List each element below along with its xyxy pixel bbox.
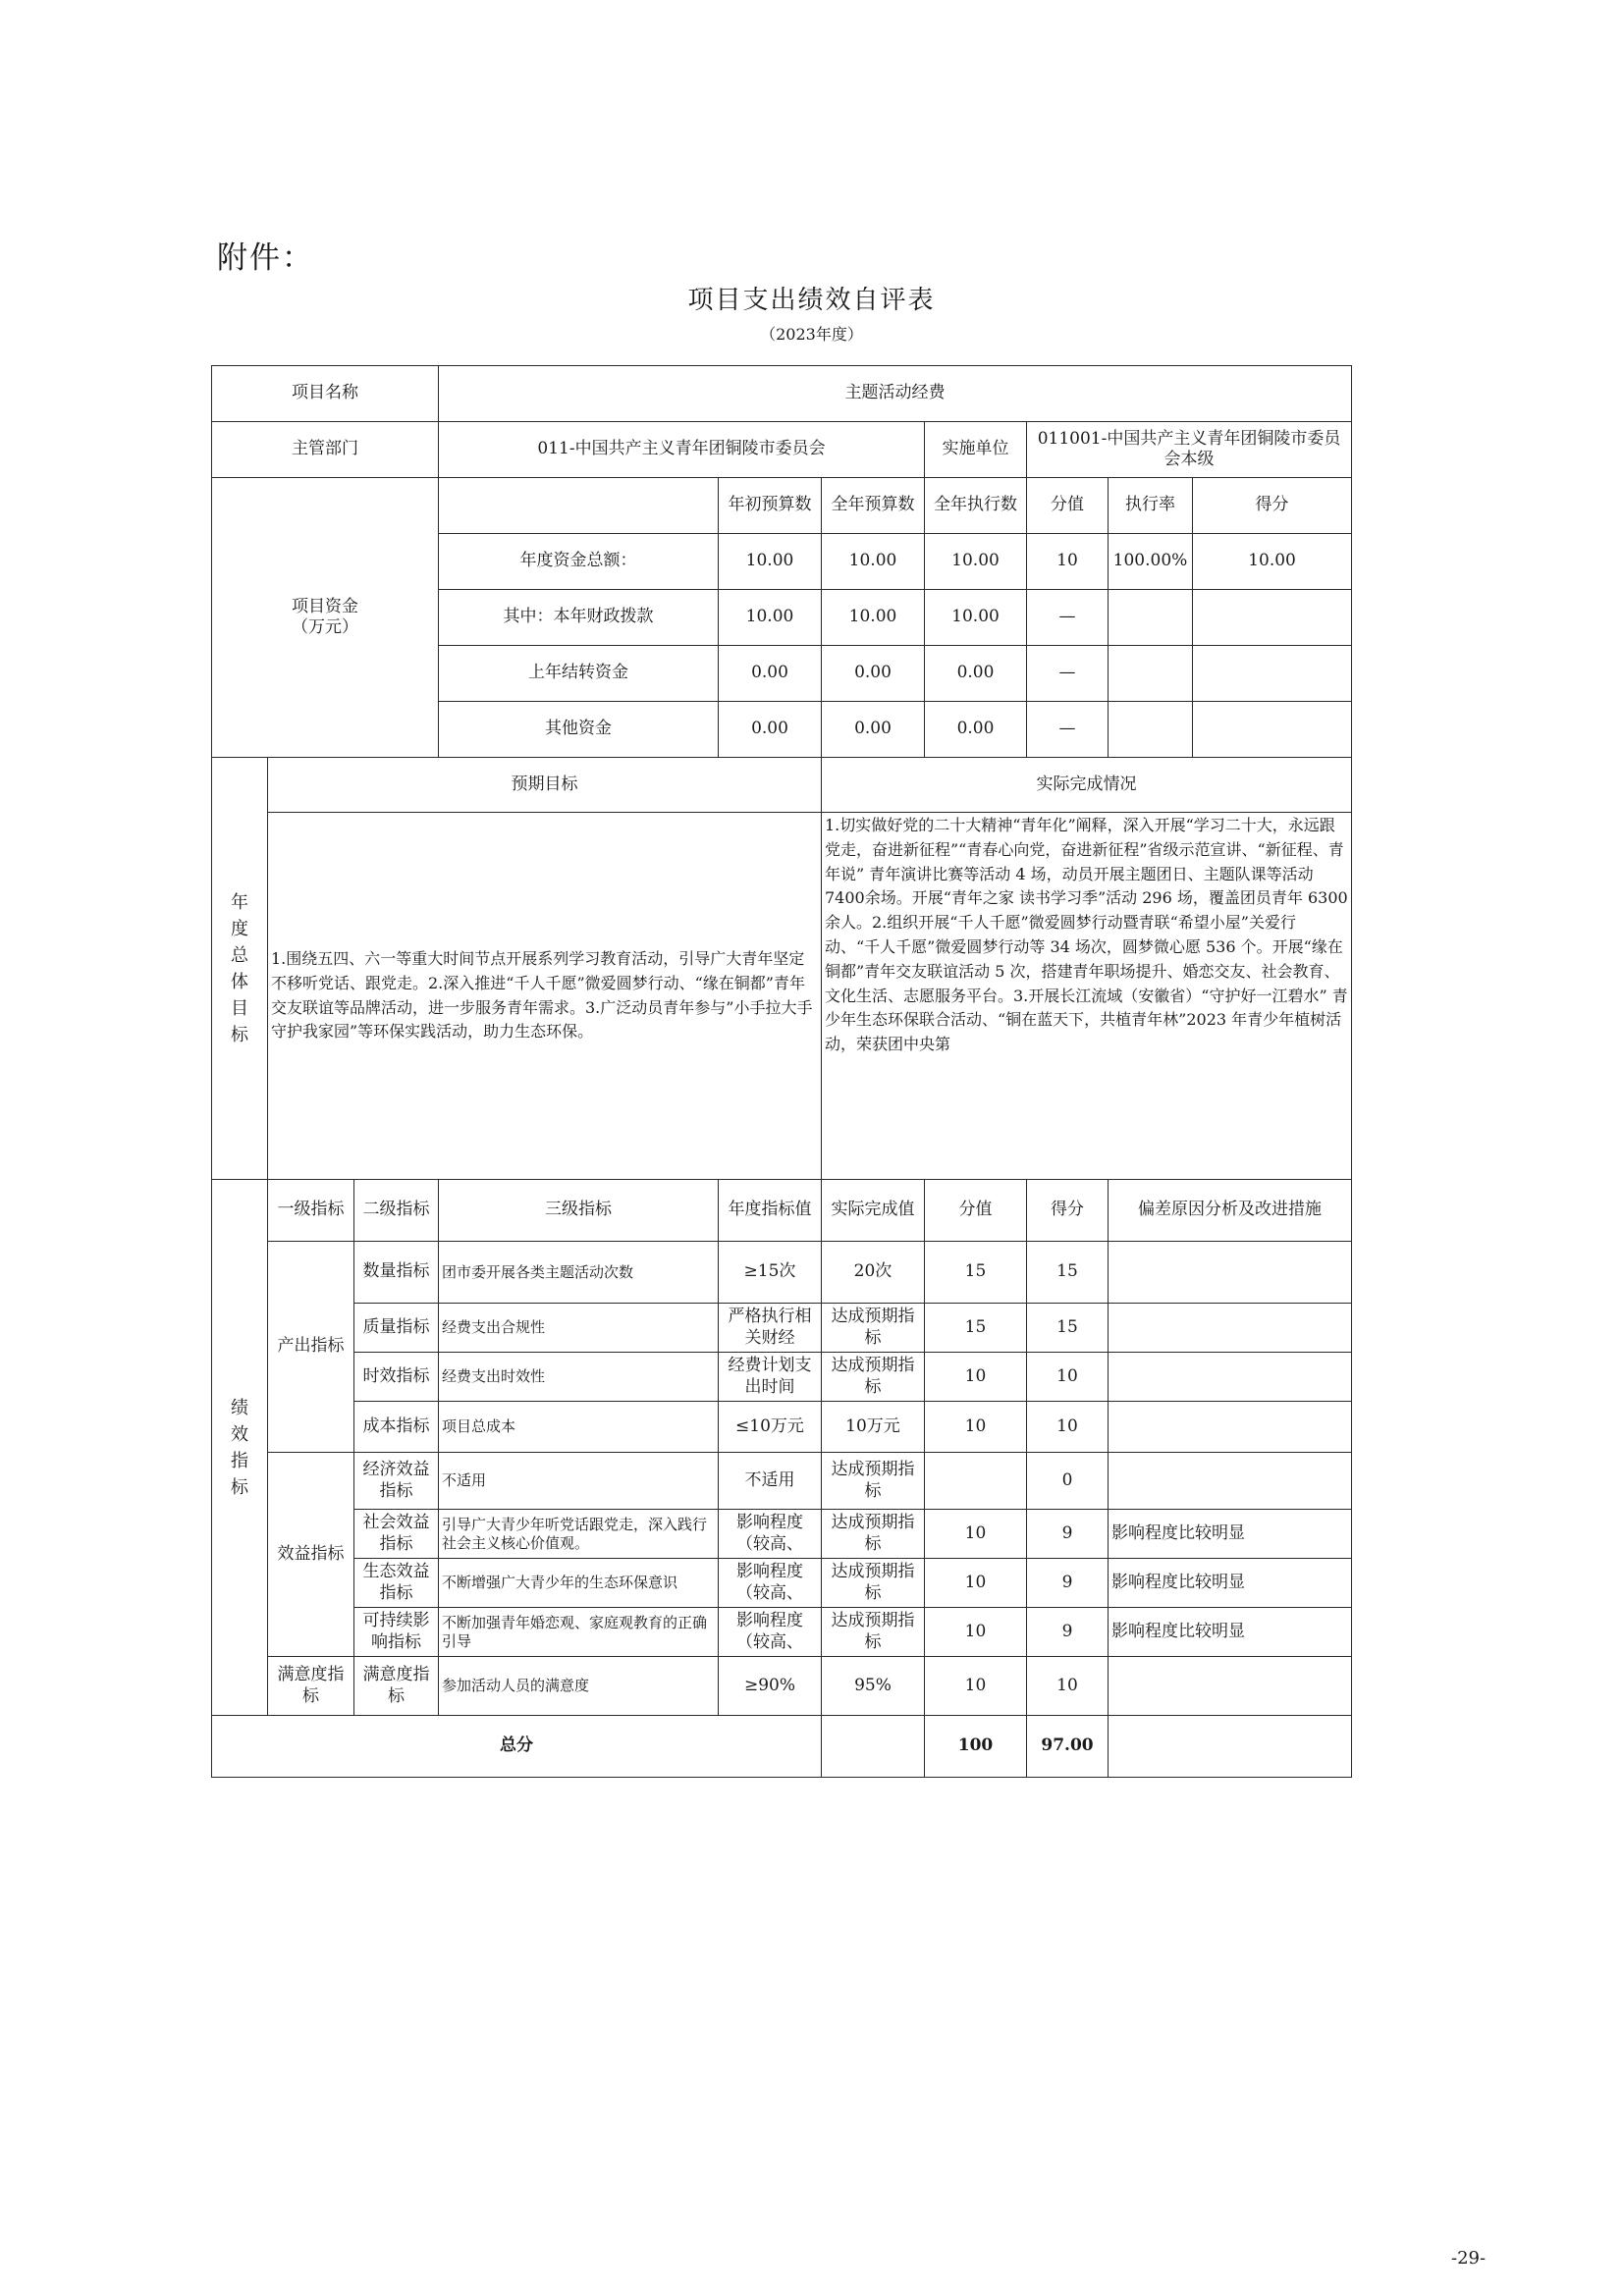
level1-benefit: 效益指标 xyxy=(268,1453,354,1657)
total-score: 97.00 xyxy=(1027,1716,1109,1778)
actual-cell: 达成预期指标 xyxy=(822,1453,925,1510)
funds-header-initial: 年初预算数 xyxy=(719,478,822,534)
weight-cell: 15 xyxy=(925,1242,1027,1304)
total-note xyxy=(1109,1716,1352,1778)
total-label: 总分 xyxy=(212,1716,822,1778)
note-cell xyxy=(1109,1453,1352,1510)
indicator-side-label: 绩效指标 xyxy=(212,1180,268,1716)
actual-cell: 95% xyxy=(822,1657,925,1716)
indicator-row xyxy=(212,1402,1352,1453)
funds-header-row xyxy=(212,478,1352,534)
level3-cell: 引导广大青少年听党话跟党走，深入践行社会主义核心价值观。 xyxy=(439,1510,719,1559)
indicator-row xyxy=(212,1242,1352,1304)
target-cell: 影响程度（较高、 xyxy=(719,1559,822,1608)
actual-cell: 达成预期指标 xyxy=(822,1304,925,1353)
score-cell: 9 xyxy=(1027,1510,1109,1559)
target-cell: ≥15次 xyxy=(719,1242,822,1304)
funds-row-initial: 10.00 xyxy=(719,590,822,646)
level2-cell: 质量指标 xyxy=(354,1304,439,1353)
level2-cell: 成本指标 xyxy=(354,1402,439,1453)
funds-row-score xyxy=(1193,590,1352,646)
weight-cell xyxy=(925,1453,1027,1510)
weight-cell: 10 xyxy=(925,1608,1027,1657)
target-cell: 影响程度（较高、 xyxy=(719,1608,822,1657)
header-target: 年度指标值 xyxy=(719,1180,822,1242)
target-cell: 影响程度（较高、 xyxy=(719,1510,822,1559)
expected-goal-header: 预期目标 xyxy=(268,758,822,813)
goals-side-label: 年度总体目标 xyxy=(212,758,268,1180)
dept-value: 011-中国共产主义青年团铜陵市委员会 xyxy=(439,422,925,478)
funds-label-line1: 项目资金 xyxy=(292,596,358,616)
funds-row-executed: 0.00 xyxy=(925,702,1027,758)
note-cell: 影响程度比较明显 xyxy=(1109,1510,1352,1559)
project-name-value: 主题活动经费 xyxy=(439,366,1352,422)
funds-row-label: 年度资金总额： xyxy=(439,534,719,590)
note-cell: 影响程度比较明显 xyxy=(1109,1608,1352,1657)
level3-cell: 项目总成本 xyxy=(439,1402,719,1453)
level2-cell: 可持续影响指标 xyxy=(354,1608,439,1657)
target-cell: ≤10万元 xyxy=(719,1402,822,1453)
level2-cell: 社会效益指标 xyxy=(354,1510,439,1559)
weight-cell: 10 xyxy=(925,1353,1027,1402)
page-number: -29- xyxy=(1451,2248,1487,2269)
level3-cell: 参加活动人员的满意度 xyxy=(439,1657,719,1716)
score-cell: 15 xyxy=(1027,1242,1109,1304)
score-cell: 10 xyxy=(1027,1657,1109,1716)
funds-header-score: 得分 xyxy=(1193,478,1352,534)
actual-cell: 达成预期指标 xyxy=(822,1608,925,1657)
indicator-row xyxy=(212,1304,1352,1353)
funds-row-annual: 0.00 xyxy=(822,646,925,702)
level3-cell: 经费支出时效性 xyxy=(439,1353,719,1402)
indicator-row xyxy=(212,1510,1352,1559)
funds-row-rate: 100.00% xyxy=(1109,534,1193,590)
level1-output: 产出指标 xyxy=(268,1242,354,1453)
note-cell xyxy=(1109,1402,1352,1453)
level2-cell: 生态效益指标 xyxy=(354,1559,439,1608)
unit-label: 实施单位 xyxy=(925,422,1027,478)
goals-content-row xyxy=(212,813,1352,1180)
funds-header-rate: 执行率 xyxy=(1109,478,1193,534)
page-title: 项目支出绩效自评表 xyxy=(687,286,936,315)
funds-row-annual: 0.00 xyxy=(822,702,925,758)
indicator-header-row xyxy=(212,1180,1352,1242)
project-name-label: 项目名称 xyxy=(212,366,439,422)
header-level1: 一级指标 xyxy=(268,1180,354,1242)
actual-cell: 达成预期指标 xyxy=(822,1510,925,1559)
note-cell: 影响程度比较明显 xyxy=(1109,1559,1352,1608)
level2-cell: 满意度指标 xyxy=(354,1657,439,1716)
actual-cell: 20次 xyxy=(822,1242,925,1304)
target-cell: 经费计划支出时间 xyxy=(719,1353,822,1402)
attachment-label: 附件： xyxy=(217,240,314,276)
actual-result-header: 实际完成情况 xyxy=(822,758,1352,813)
score-cell: 0 xyxy=(1027,1453,1109,1510)
total-weight: 100 xyxy=(925,1716,1027,1778)
funds-row-score xyxy=(1193,702,1352,758)
actual-cell: 达成预期指标 xyxy=(822,1559,925,1608)
expected-goal-text: 1.围绕五四、六一等重大时间节点开展系列学习教育活动，引导广大青年坚定不移听党话、跟党走。2.深入推进“千人千愿”微爱圆梦行动、“缘在铜都”青年交友联谊等品牌活动，进一步服务青年需求。3.广泛动员青年参与”小手拉大手 守护我家园”等环保实践活动，助力生态环保。 xyxy=(268,813,822,1180)
header-note: 偏差原因分析及改进措施 xyxy=(1109,1180,1352,1242)
header-actual: 实际完成值 xyxy=(822,1180,925,1242)
funds-row-executed: 0.00 xyxy=(925,646,1027,702)
dept-label: 主管部门 xyxy=(212,422,439,478)
weight-cell: 10 xyxy=(925,1657,1027,1716)
project-name-row xyxy=(212,366,1352,422)
funds-label xyxy=(212,478,439,758)
level2-cell: 数量指标 xyxy=(354,1242,439,1304)
total-blank xyxy=(822,1716,925,1778)
indicator-row xyxy=(212,1559,1352,1608)
funds-header-annual: 全年预算数 xyxy=(822,478,925,534)
year-subtitle: （2023年度） xyxy=(760,325,863,344)
funds-row-label: 其中：本年财政拨款 xyxy=(439,590,719,646)
funds-row-label: 上年结转资金 xyxy=(439,646,719,702)
score-cell: 15 xyxy=(1027,1304,1109,1353)
note-cell xyxy=(1109,1353,1352,1402)
actual-cell: 10万元 xyxy=(822,1402,925,1453)
level3-cell: 不断增强广大青少年的生态环保意识 xyxy=(439,1559,719,1608)
note-cell xyxy=(1109,1304,1352,1353)
goals-header-row xyxy=(212,758,1352,813)
performance-table xyxy=(211,365,1352,1778)
funds-header-executed: 全年执行数 xyxy=(925,478,1027,534)
funds-row-weight: — xyxy=(1027,646,1109,702)
note-cell xyxy=(1109,1242,1352,1304)
funds-row-initial: 0.00 xyxy=(719,702,822,758)
funds-label-line2: （万元） xyxy=(292,617,358,637)
funds-row-annual: 10.00 xyxy=(822,534,925,590)
funds-header-blank xyxy=(439,478,719,534)
header-level3: 三级指标 xyxy=(439,1180,719,1242)
score-cell: 9 xyxy=(1027,1608,1109,1657)
indicator-row xyxy=(212,1353,1352,1402)
target-cell: 严格执行相关财经 xyxy=(719,1304,822,1353)
weight-cell: 10 xyxy=(925,1510,1027,1559)
funds-row-weight: — xyxy=(1027,590,1109,646)
header-score: 得分 xyxy=(1027,1180,1109,1242)
funds-row-score xyxy=(1193,646,1352,702)
total-row xyxy=(212,1716,1352,1778)
funds-row-rate xyxy=(1109,702,1193,758)
indicator-row xyxy=(212,1453,1352,1510)
level1-satisfaction: 满意度指标 xyxy=(268,1657,354,1716)
level2-cell: 经济效益指标 xyxy=(354,1453,439,1510)
funds-row-executed: 10.00 xyxy=(925,590,1027,646)
funds-row-weight: — xyxy=(1027,702,1109,758)
department-row xyxy=(212,422,1352,478)
indicator-row xyxy=(212,1608,1352,1657)
weight-cell: 15 xyxy=(925,1304,1027,1353)
actual-cell: 达成预期指标 xyxy=(822,1353,925,1402)
funds-row-initial: 10.00 xyxy=(719,534,822,590)
score-cell: 10 xyxy=(1027,1402,1109,1453)
funds-row-weight: 10 xyxy=(1027,534,1109,590)
indicator-row xyxy=(212,1657,1352,1716)
funds-row-rate xyxy=(1109,590,1193,646)
actual-result-text: 1.切实做好党的二十大精神“青年化”阐释，深入开展“学习二十大，永远跟党走，奋进新征程”“青春心向党，奋进新征程”省级示范宣讲、“新征程、青年说” 青年演讲比赛等活动 4 场，动员开展主题团日、主题队课等活动7400余场。开展“青年之家 读书学习季”活动 296 场，覆盖团员青年 6300 余人。2.组织开展“千人千愿”微爱圆梦行动暨青联“希望小屋”关爱行动、“千人千愿”微爱圆梦行动等 34 场次，圆梦微心愿 536 个。开展“缘在铜都”青年交友联谊活动 5 次，搭建青年职场提升、婚恋交友、社会教育、文化生活、志愿服务平台。3.开展长江流域（安徽省）“守护好一江碧水” 青少年生态环保联合活动、“铜在蓝天下，共植青年林”2023 年青少年植树活动，荣获团中央第 xyxy=(822,813,1352,1180)
funds-row-executed: 10.00 xyxy=(925,534,1027,590)
weight-cell: 10 xyxy=(925,1559,1027,1608)
funds-row-rate xyxy=(1109,646,1193,702)
level3-cell: 不适用 xyxy=(439,1453,719,1510)
score-cell: 10 xyxy=(1027,1353,1109,1402)
target-cell: 不适用 xyxy=(719,1453,822,1510)
target-cell: ≥90% xyxy=(719,1657,822,1716)
note-cell xyxy=(1109,1657,1352,1716)
unit-value: 011001-中国共产主义青年团铜陵市委员会本级 xyxy=(1027,422,1352,478)
funds-row-annual: 10.00 xyxy=(822,590,925,646)
funds-row-label: 其他资金 xyxy=(439,702,719,758)
funds-row-score: 10.00 xyxy=(1193,534,1352,590)
level3-cell: 团市委开展各类主题活动次数 xyxy=(439,1242,719,1304)
funds-row-initial: 0.00 xyxy=(719,646,822,702)
score-cell: 9 xyxy=(1027,1559,1109,1608)
weight-cell: 10 xyxy=(925,1402,1027,1453)
header-weight: 分值 xyxy=(925,1180,1027,1242)
funds-header-weight: 分值 xyxy=(1027,478,1109,534)
level3-cell: 不断加强青年婚恋观、家庭观教育的正确引导 xyxy=(439,1608,719,1657)
header-level2: 二级指标 xyxy=(354,1180,439,1242)
level3-cell: 经费支出合规性 xyxy=(439,1304,719,1353)
level2-cell: 时效指标 xyxy=(354,1353,439,1402)
